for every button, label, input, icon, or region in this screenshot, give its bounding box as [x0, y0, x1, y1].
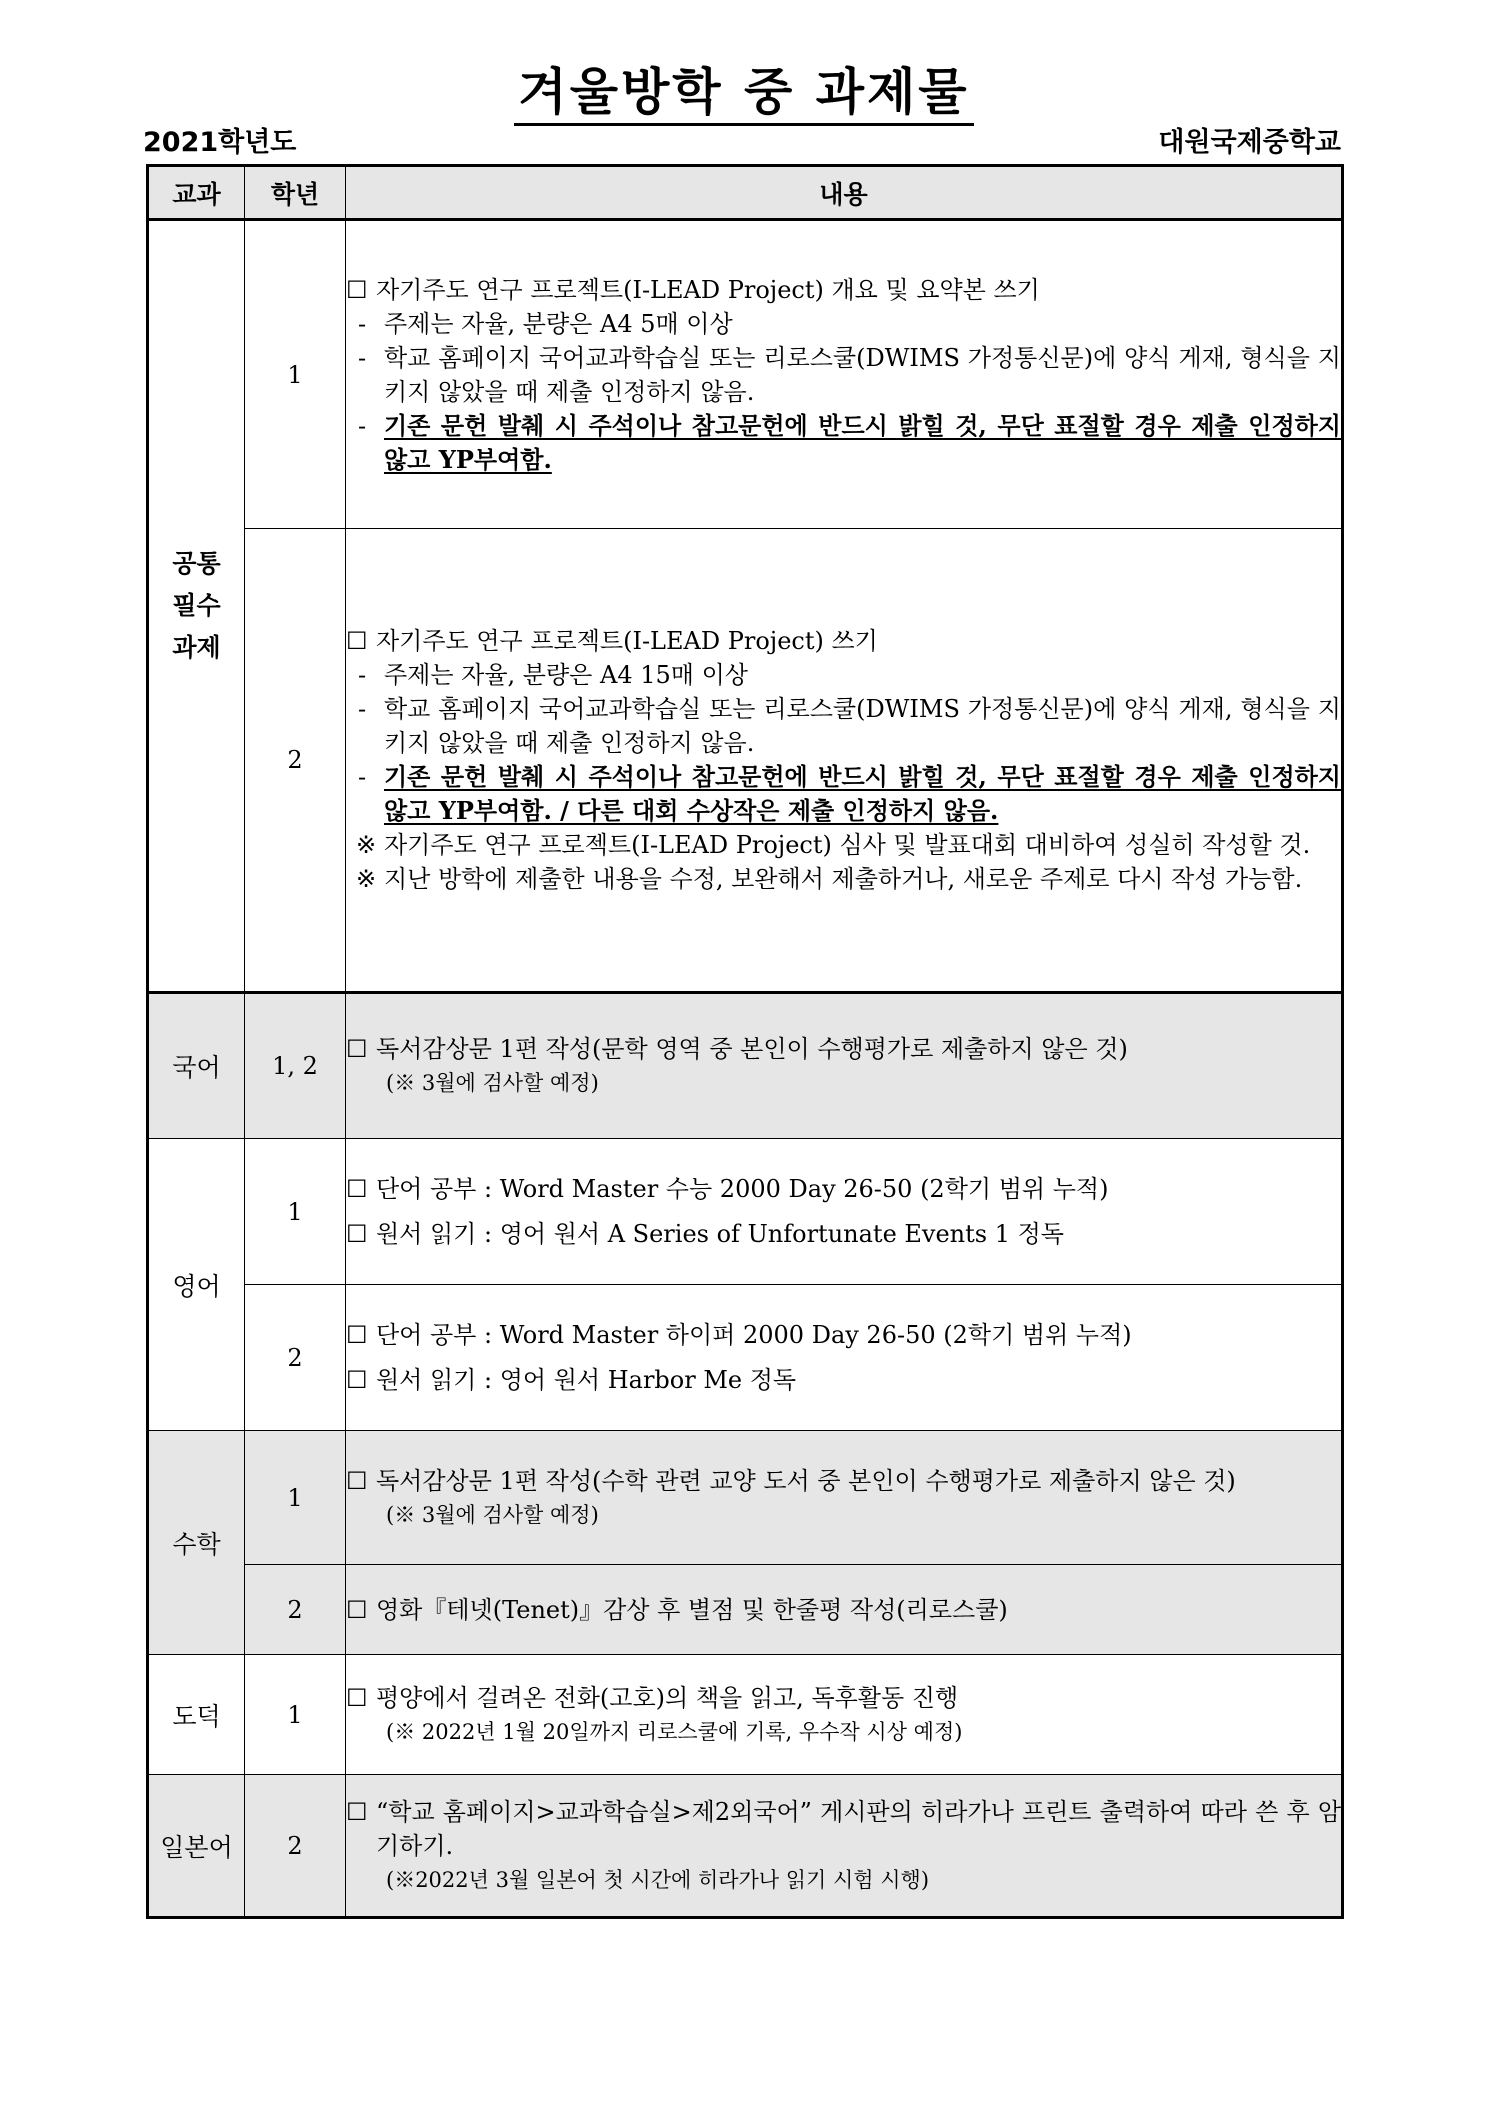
- table-row: [148, 220, 1343, 529]
- subject-english: 영어: [148, 1139, 245, 1431]
- grade-cell: 1: [245, 1655, 346, 1775]
- grade-cell: 2: [245, 1775, 346, 1918]
- table-row: [148, 1285, 1343, 1431]
- content-cell: ☐ 독서감상문 1편 작성(수학 관련 교양 도서 중 본인이 수행평가로 제출하지 않은 것) (※ 3월에 검사할 예정): [346, 1431, 1343, 1565]
- column-header-grade: 학년: [245, 166, 346, 220]
- grade-cell: 2: [245, 1285, 346, 1431]
- subject-math: 수학: [148, 1431, 245, 1655]
- grade-cell: 1: [245, 1139, 346, 1285]
- content-cell: ☐ 단어 공부 : Word Master 수능 2000 Day 26-50 (2학기 범위 누적) ☐ 원서 읽기 : 영어 원서 A Series of Unfortunate Events 1 정독: [346, 1139, 1343, 1285]
- grade-cell: 2: [245, 529, 346, 993]
- assignment-table: [146, 164, 1344, 1919]
- table-header-row: [148, 166, 1343, 220]
- table-row: [148, 993, 1343, 1139]
- table-row: [148, 1139, 1343, 1285]
- school-year: 2021학년도: [143, 127, 297, 158]
- table-row: [148, 1431, 1343, 1565]
- content-cell: ☐ 자기주도 연구 프로젝트(I-LEAD Project) 개요 및 요약본 쓰기 - 주제는 자율, 분량은 A4 5매 이상 - 학교 홈페이지 국어교과학습실 또는 리로스쿨(DWIMS 가정통신문)에 양식 게재, 형식을 지키지 않았을 때 제출 인정하지 않음. - 기존 문헌 발췌 시 주석이나 참고문헌에 반드시 밝힐 것, 무단 표절할 경우 제출 인정하지 않고 YP부여함.: [346, 220, 1343, 529]
- grade-cell: 1, 2: [245, 993, 346, 1139]
- subject-ethics: 도덕: [148, 1655, 245, 1775]
- table-row: [148, 1565, 1343, 1655]
- column-header-subject: 교과: [148, 166, 245, 220]
- content-cell: ☐ 영화『테넷(Tenet)』감상 후 별점 및 한줄평 작성(리로스쿨): [346, 1565, 1343, 1655]
- grade-cell: 2: [245, 1565, 346, 1655]
- table-row: [148, 1655, 1343, 1775]
- column-header-content: 내용: [346, 166, 1343, 220]
- grade-cell: 1: [245, 1431, 346, 1565]
- content-cell: ☐ 독서감상문 1편 작성(문학 영역 중 본인이 수행평가로 제출하지 않은 것) (※ 3월에 검사할 예정): [346, 993, 1343, 1139]
- content-cell: ☐ “학교 홈페이지>교과학습실>제2외국어” 게시판의 히라가나 프린트 출력하여 따라 쓴 후 암기하기. (※2022년 3월 일본어 첫 시간에 히라가나 읽기 시험 시행): [346, 1775, 1343, 1918]
- subject-common: 공통 필수 과제: [148, 220, 245, 993]
- subject-korean: 국어: [148, 993, 245, 1139]
- school-name: 대원국제중학교: [1158, 127, 1341, 158]
- subject-japanese: 일본어: [148, 1775, 245, 1918]
- table-row: [148, 1775, 1343, 1918]
- content-cell: ☐ 단어 공부 : Word Master 하이퍼 2000 Day 26-50 (2학기 범위 누적) ☐ 원서 읽기 : 영어 원서 Harbor Me 정독: [346, 1285, 1343, 1431]
- content-cell: ☐ 자기주도 연구 프로젝트(I-LEAD Project) 쓰기 - 주제는 자율, 분량은 A4 15매 이상 - 학교 홈페이지 국어교과학습실 또는 리로스쿨(DWIMS 가정통신문)에 양식 게재, 형식을 지키지 않았을 때 제출 인정하지 않음. - 기존 문헌 발췌 시 주석이나 참고문헌에 반드시 밝힐 것, 무단 표절할 경우 제출 인정하지 않고 YP부여함. / 다른 대회 수상작은 제출 인정하지 않음. ※ 자기주도 연구 프로젝트(I-LEAD Project) 심사 및 발표대회 대비하여 성실히 작성할 것. ※ 지난 방학에 제출한 내용을 수정, 보완해서 제출하거나, 새로운 주제로 다시 작성 가능함.: [346, 529, 1343, 993]
- grade-cell: 1: [245, 220, 346, 529]
- content-cell: ☐ 평양에서 걸려온 전화(고호)의 책을 읽고, 독후활동 진행 (※ 2022년 1월 20일까지 리로스쿨에 기록, 우수작 시상 예정): [346, 1655, 1343, 1775]
- table-row: [148, 529, 1343, 993]
- document-title: 겨울방학 중 과제물: [0, 52, 1488, 124]
